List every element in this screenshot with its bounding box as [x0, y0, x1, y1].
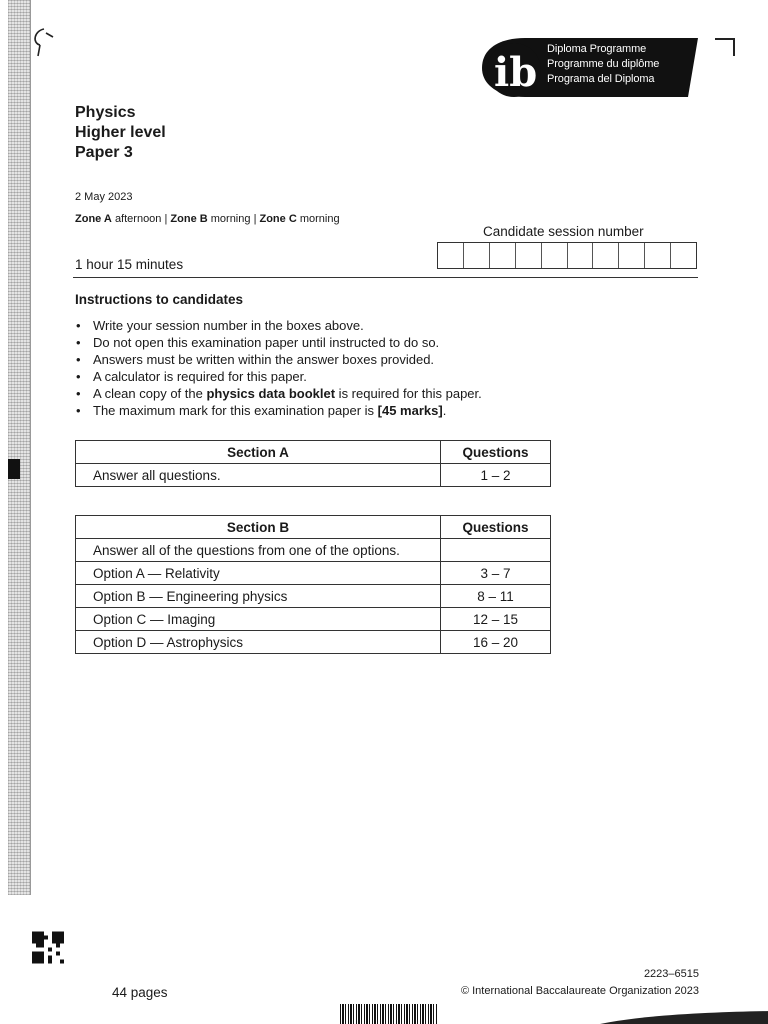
ib-logo-mark: ib	[494, 49, 538, 96]
section-row-questions: 8 – 11	[441, 585, 551, 608]
header-divider	[73, 277, 698, 278]
instruction-text: The maximum mark for this examination paper is	[93, 403, 378, 418]
section-a-header: Section A	[76, 441, 441, 464]
instruction-text: A calculator is required for this paper.	[93, 369, 307, 384]
questions-header: Questions	[441, 441, 551, 464]
zone-a-time: afternoon	[114, 213, 162, 225]
zone-c-time: morning	[299, 213, 340, 225]
session-digit-box[interactable]	[619, 243, 645, 268]
paper-code: 2223–6515	[643, 968, 699, 980]
corner-scribble-mark	[28, 25, 58, 57]
instructions-list	[75, 317, 482, 419]
scan-edge-curve	[600, 1010, 768, 1024]
instruction-item	[75, 402, 482, 419]
candidate-session-label: Candidate session number	[483, 224, 644, 239]
session-digit-box[interactable]	[516, 243, 542, 268]
instruction-text: A clean copy of the	[93, 386, 207, 401]
section-row-questions	[441, 539, 551, 562]
zone-times	[75, 213, 340, 225]
copyright-notice: © International Baccalaureate Organization 2023	[460, 985, 699, 997]
section-row-label: Answer all of the questions from one of the options.	[76, 539, 441, 562]
section-b-header: Section B	[76, 516, 441, 539]
instruction-text: Answers must be written within the answer boxes provided.	[93, 352, 435, 367]
exam-date: 2 May 2023	[75, 191, 133, 203]
zone-b-label: Zone B	[170, 213, 208, 225]
qr-code-icon	[32, 931, 64, 964]
questions-header: Questions	[441, 516, 551, 539]
instruction-text: Write your session number in the boxes above.	[93, 318, 364, 333]
section-b-table	[75, 515, 551, 654]
instruction-item	[75, 385, 482, 402]
zone-c-label: Zone C	[259, 213, 297, 225]
page-count: 44 pages	[112, 985, 168, 1000]
instructions-heading: Instructions to candidates	[75, 292, 244, 307]
instruction-text: is required for this paper.	[335, 386, 482, 401]
scan-registration-mark	[8, 459, 20, 479]
session-digit-box[interactable]	[568, 243, 594, 268]
section-row-label: Option A — Relativity	[76, 562, 441, 585]
session-digit-box[interactable]	[671, 243, 696, 268]
table-row	[76, 539, 551, 562]
session-digit-box[interactable]	[645, 243, 671, 268]
page-corner-mark	[715, 38, 735, 56]
table-row	[76, 631, 551, 654]
session-digit-box[interactable]	[490, 243, 516, 268]
logo-line: Diploma Programme	[547, 43, 647, 55]
paper-number: Paper 3	[75, 144, 133, 161]
ib-logo-text	[547, 42, 659, 87]
logo-line: Programa del Diploma	[547, 73, 655, 85]
subject-title: Physics	[75, 104, 136, 121]
zone-separator: |	[164, 213, 168, 225]
candidate-session-number-boxes[interactable]	[437, 242, 697, 269]
section-row-questions: 12 – 15	[441, 608, 551, 631]
barcode-icon	[340, 1004, 438, 1024]
table-row	[76, 464, 551, 487]
logo-line: Programme du diplôme	[547, 58, 660, 70]
instruction-item	[75, 334, 482, 351]
scan-margin-strip	[8, 0, 31, 895]
paper-title	[75, 103, 166, 163]
section-a-table	[75, 440, 551, 487]
section-row-label: Option B — Engineering physics	[76, 585, 441, 608]
table-row	[76, 585, 551, 608]
instruction-item	[75, 317, 482, 334]
table-row	[76, 608, 551, 631]
section-row-label: Option C — Imaging	[76, 608, 441, 631]
section-row-label: Answer all questions.	[76, 464, 441, 487]
instruction-text: .	[442, 403, 447, 418]
table-row	[76, 562, 551, 585]
instruction-item	[75, 368, 482, 385]
section-row-label: Option D — Astrophysics	[76, 631, 441, 654]
section-row-questions: 16 – 20	[441, 631, 551, 654]
session-digit-box[interactable]	[593, 243, 619, 268]
session-digit-box[interactable]	[438, 243, 464, 268]
exam-duration: 1 hour 15 minutes	[75, 257, 184, 272]
instruction-emphasis: physics data booklet	[206, 386, 336, 401]
instruction-text: Do not open this examination paper until instructed to do so.	[93, 335, 440, 350]
instruction-emphasis: [45 marks]	[377, 403, 443, 418]
zone-b-time: morning	[210, 213, 251, 225]
session-digit-box[interactable]	[542, 243, 568, 268]
section-row-questions: 1 – 2	[441, 464, 551, 487]
section-row-questions: 3 – 7	[441, 562, 551, 585]
session-digit-box[interactable]	[464, 243, 490, 268]
zone-a-label: Zone A	[75, 213, 112, 225]
level-title: Higher level	[75, 124, 166, 141]
zone-separator: |	[253, 213, 257, 225]
instruction-item	[75, 351, 482, 368]
